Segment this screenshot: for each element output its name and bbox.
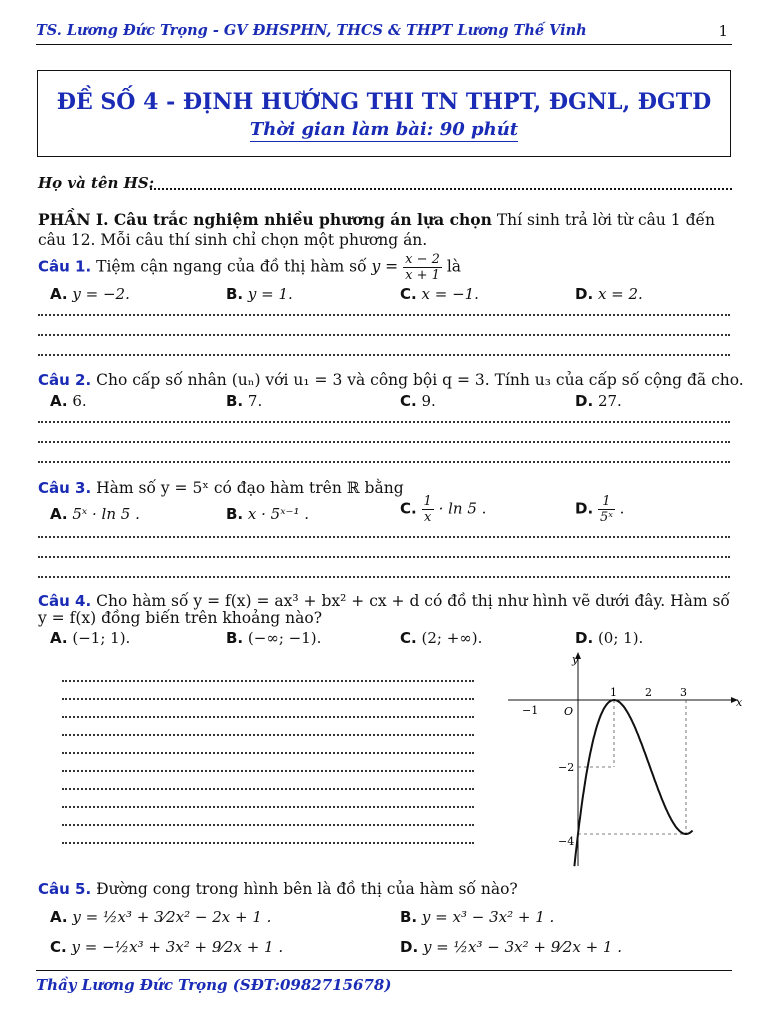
answer-line[interactable] (38, 421, 730, 423)
answer-line[interactable] (38, 334, 730, 336)
q3-option-d[interactable]: D. $\frac{1}{\text{5ˣ}}$ . (575, 494, 625, 525)
answer-line[interactable] (62, 698, 474, 700)
header-author: TS. Lương Đức Trọng - GV ĐHSPHN, THCS & THPT Lương Thế Vinh (36, 22, 587, 39)
question-4 (38, 593, 734, 627)
q5-option-b[interactable]: B. y = x³ − 3x² + 1 . (400, 908, 555, 926)
tick-x-1: 1 (610, 686, 617, 699)
answer-line[interactable] (62, 842, 474, 844)
question-text: Hàm số y = 5ˣ có đạo hàm trên ℝ bằng (96, 479, 404, 497)
q4-option-b[interactable]: B. (−∞; −1). (226, 629, 322, 647)
q2-option-c[interactable]: C. 9. (400, 392, 436, 410)
q1-option-c[interactable]: C. x = −1. (400, 285, 479, 303)
tick-x-3: 3 (680, 686, 687, 699)
question-label: Câu 1. (38, 257, 92, 276)
q2-option-d[interactable]: D. 27. (575, 392, 622, 410)
q1-option-a[interactable]: A. y = −2. (50, 285, 130, 303)
function-lhs: y = (371, 257, 399, 276)
function-fraction: $\frac{x - 2}{x + 1}$ (405, 252, 440, 283)
question-text: Đường cong trong hình bên là đồ thị của hàm số nào? (96, 880, 518, 898)
question-2 (38, 371, 744, 389)
question-text: Cho cấp số nhân (uₙ) với u₁ = 3 và công bội q = 3. Tính u₃ của cấp số cộng đã cho. (96, 371, 744, 389)
answer-line[interactable] (38, 314, 730, 316)
question-text-end: là (446, 257, 462, 276)
exam-duration: Thời gian làm bài: 90 phút (249, 119, 519, 140)
answer-line[interactable] (62, 734, 474, 736)
q4-option-a[interactable]: A. (−1; 1). (50, 629, 131, 647)
cubic-graph (508, 648, 743, 868)
answer-line[interactable] (38, 556, 730, 558)
answer-line[interactable] (62, 680, 474, 682)
answer-line[interactable] (62, 788, 474, 790)
answer-line[interactable] (38, 576, 730, 578)
tick-x-2: 2 (645, 686, 652, 699)
part1-text: Thí sinh trả lời từ câu 1 đến câu 12. Mỗi câu thí sinh chỉ chọn một phương án. (38, 211, 716, 249)
tick-y-minus2: −2 (558, 761, 575, 774)
q2-option-b[interactable]: B. 7. (226, 392, 263, 410)
q5-option-c[interactable]: C. y = −½x³ + 3x² + 9⁄2x + 1 . (50, 938, 284, 956)
q5-option-d[interactable]: D. y = ½x³ − 3x² + 9⁄2x + 1 . (400, 938, 622, 956)
part1-instructions (38, 210, 734, 250)
q5-option-a[interactable]: A. y = ½x³ + 3⁄2x² − 2x + 1 . (50, 908, 272, 926)
answer-line[interactable] (62, 752, 474, 754)
cubic-curve (574, 700, 692, 866)
answer-line[interactable] (62, 806, 474, 808)
answer-line[interactable] (62, 716, 474, 718)
origin-label: O (564, 705, 574, 718)
answer-line[interactable] (38, 536, 730, 538)
y-axis-label: y (572, 653, 579, 666)
answer-line[interactable] (62, 770, 474, 772)
answer-line[interactable] (62, 824, 474, 826)
question-label: Câu 5. (38, 880, 92, 898)
question-label: Câu 4. (38, 592, 92, 610)
q3-option-a[interactable]: A. 5ˣ · ln 5 . (50, 505, 140, 523)
student-name-field[interactable] (150, 174, 732, 190)
q4-option-d[interactable]: D. (0; 1). (575, 629, 644, 647)
page-number: 1 (718, 22, 728, 40)
question-1 (38, 252, 461, 283)
answer-line[interactable] (38, 354, 730, 356)
tick-x-minus1: −1 (522, 704, 539, 717)
q4-option-c[interactable]: C. (2; +∞). (400, 629, 483, 647)
q2-option-a[interactable]: A. 6. (50, 392, 87, 410)
question-text: Tiệm cận ngang của đồ thị hàm số (96, 257, 367, 276)
title-box (37, 70, 731, 157)
exam-title: ĐỀ SỐ 4 - ĐỊNH HƯỚNG THI TN THPT, ĐGNL, ĐGTD (56, 89, 712, 115)
part1-heading: PHẦN I. Câu trắc nghiệm nhiều phương án lựa chọn (38, 210, 492, 229)
x-axis-label: x (736, 696, 743, 709)
question-label: Câu 2. (38, 371, 92, 389)
q1-option-b[interactable]: B. y = 1. (226, 285, 293, 303)
footer-contact: Thầy Lương Đức Trọng (SĐT:0982715678) (36, 976, 392, 994)
question-text: Cho hàm số y = f(x) = ax³ + bx² + cx + d có đồ thị như hình vẽ dưới đây. Hàm số y = f(x) đồng biến trên khoảng nào? (38, 592, 730, 627)
tick-y-minus4: −4 (558, 835, 575, 848)
footer-divider (36, 970, 732, 971)
header-divider (36, 44, 732, 45)
answer-line[interactable] (38, 461, 730, 463)
answer-line[interactable] (38, 441, 730, 443)
question-3 (38, 479, 404, 497)
question-5 (38, 880, 518, 898)
q3-option-b[interactable]: B. x · 5ˣ⁻¹ . (226, 505, 310, 523)
student-name-label: Họ và tên HS: (38, 174, 155, 192)
q3-option-c[interactable]: C. $\frac{1}{x}$ · ln 5 . (400, 494, 487, 525)
question-label: Câu 3. (38, 479, 92, 497)
q1-option-d[interactable]: D. x = 2. (575, 285, 643, 303)
